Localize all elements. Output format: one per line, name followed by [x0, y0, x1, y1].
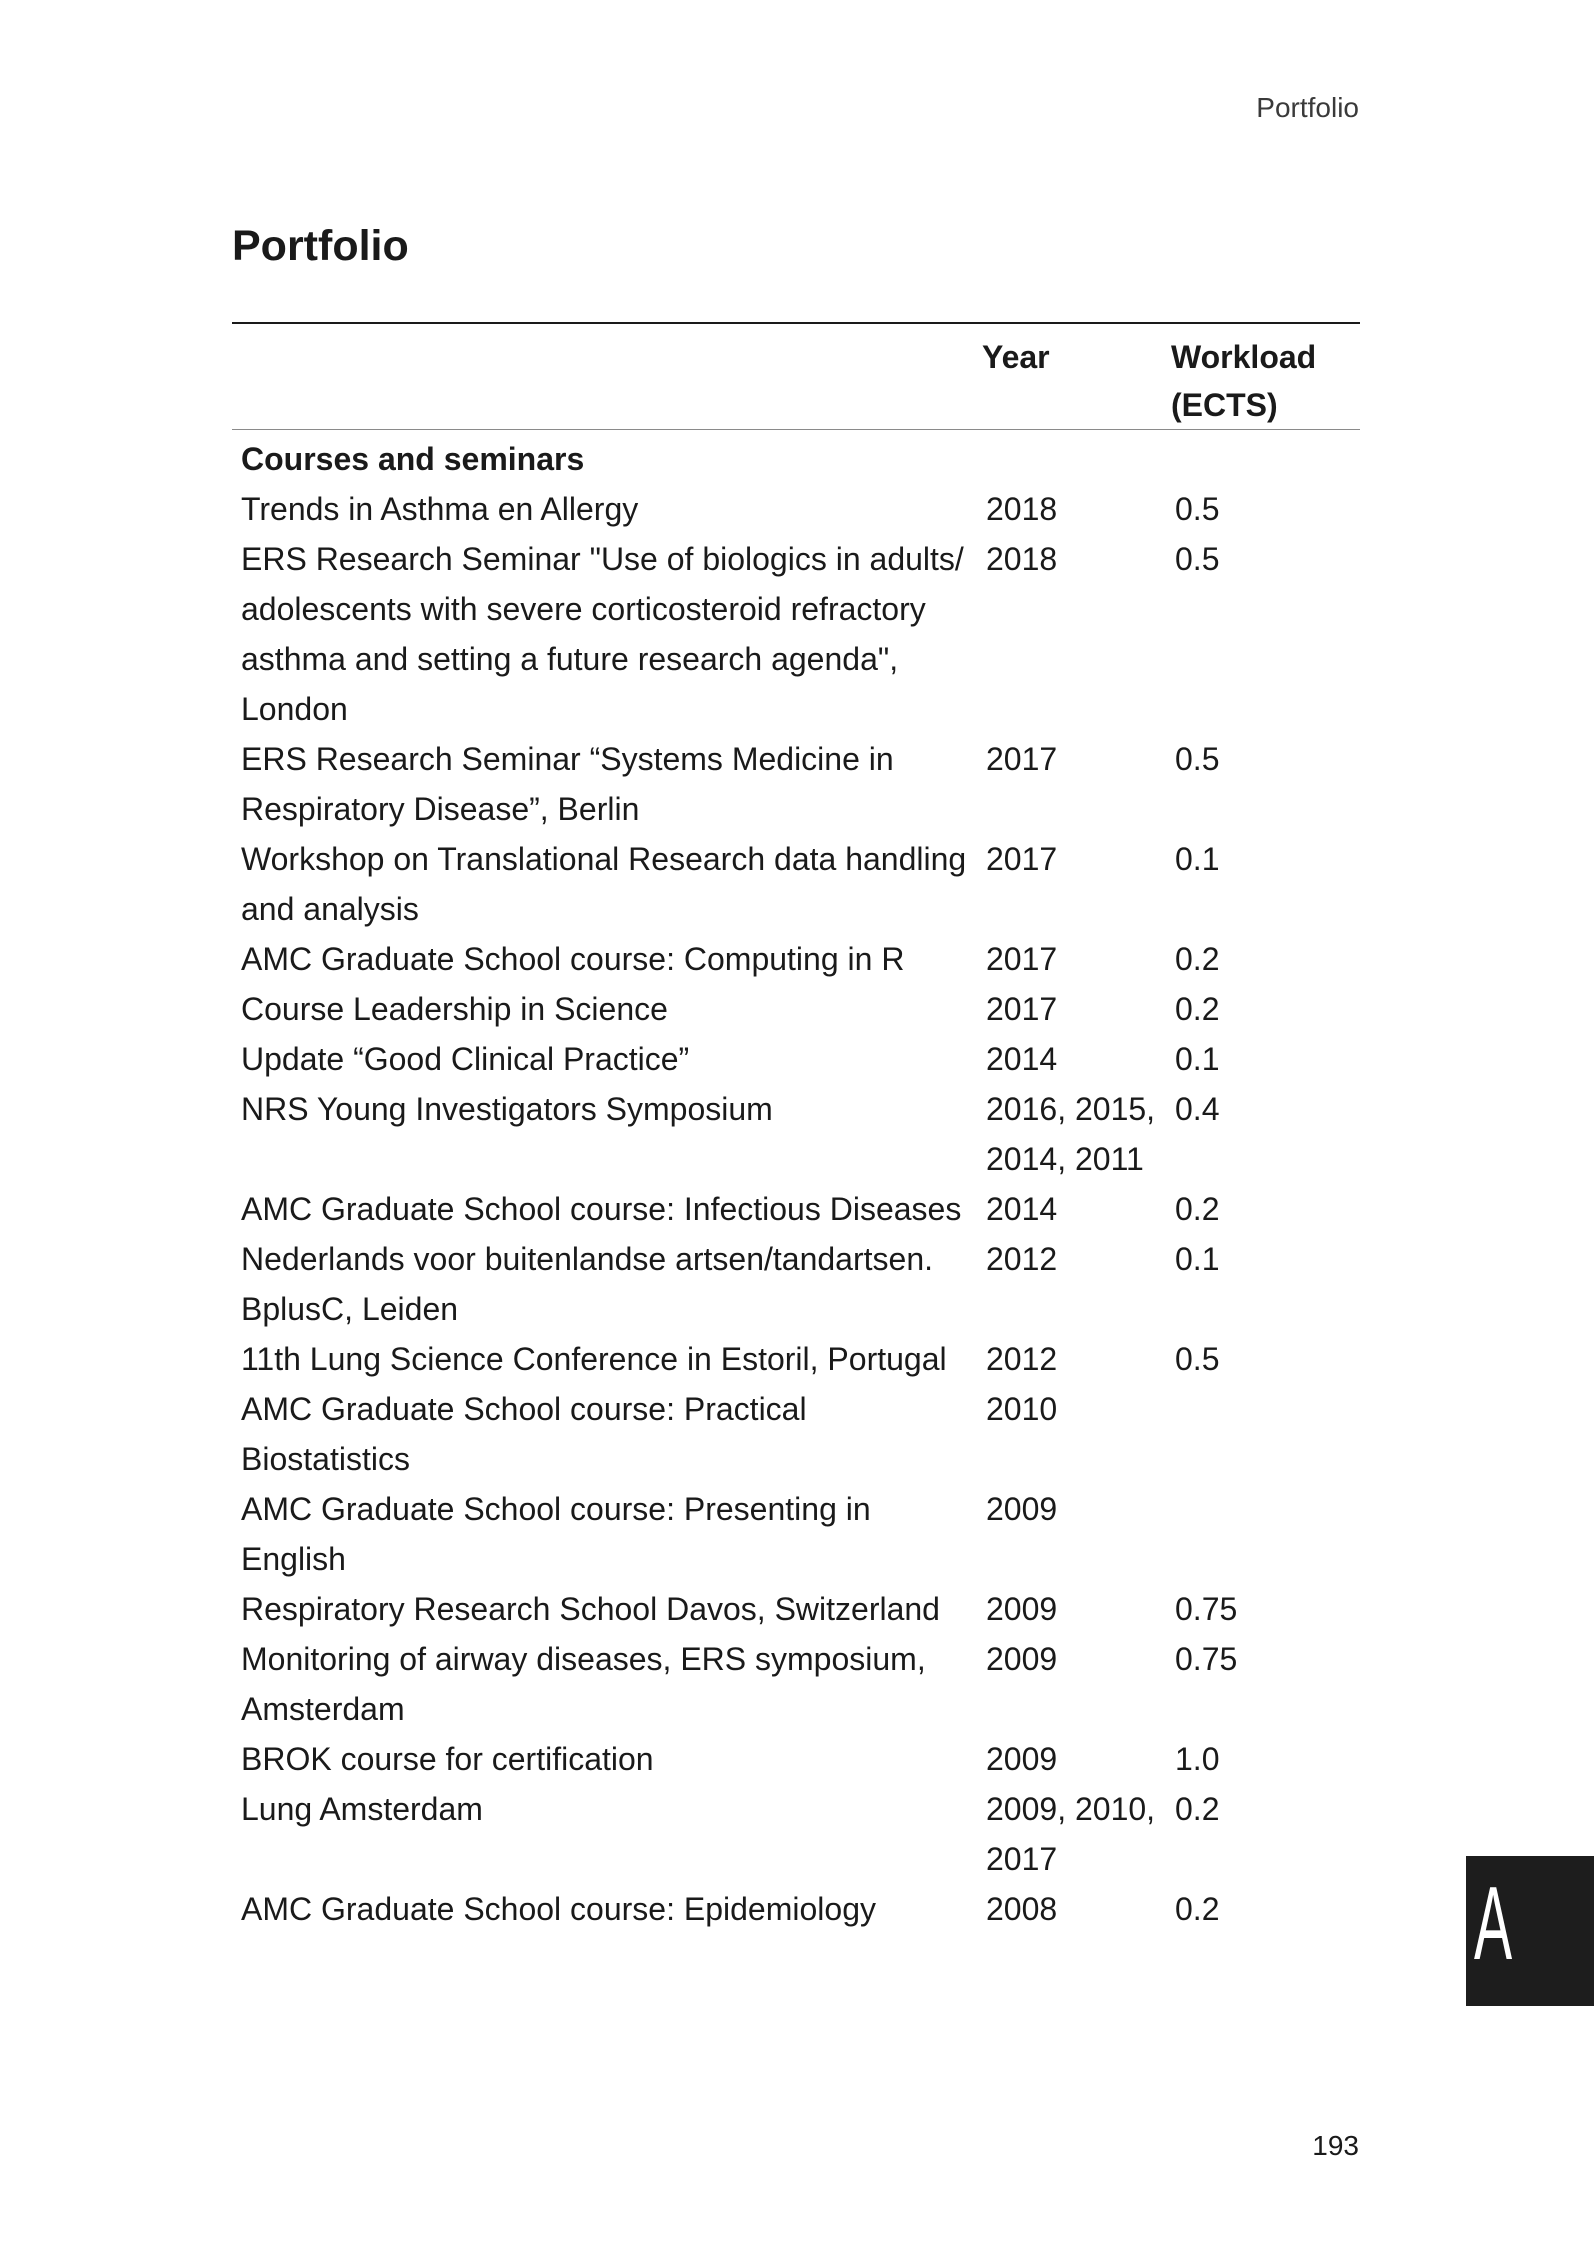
table-header-row	[232, 323, 1360, 430]
workload-cell: 0.5	[1175, 491, 1220, 527]
year-cell: 2009, 2010, 2017	[986, 1791, 1156, 1877]
activity-cell: Respiratory Research School Davos, Switzerland	[241, 1591, 940, 1627]
header-year: Year	[982, 339, 1050, 375]
year-cell: 2012	[986, 1241, 1058, 1277]
workload-cell	[1171, 1384, 1360, 1484]
activity-cell: 11th Lung Science Conference in Estoril, Portugal	[241, 1341, 947, 1377]
table-row	[232, 934, 1360, 984]
activity-cell: Update “Good Clinical Practice”	[241, 1041, 690, 1077]
year-cell: 2012	[986, 1341, 1058, 1377]
activity-cell: Trends in Asthma en Allergy	[241, 491, 639, 527]
table-row	[232, 1484, 1360, 1584]
header-workload	[1171, 323, 1360, 430]
year-cell: 2017	[986, 991, 1058, 1027]
workload-cell: 0.5	[1175, 741, 1220, 777]
workload-cell: 0.75	[1175, 1591, 1238, 1627]
portfolio-table-container	[232, 322, 1360, 1934]
header-workload-line2: (ECTS)	[1171, 387, 1278, 423]
section-heading: Courses and seminars	[241, 441, 585, 477]
workload-cell: 0.75	[1175, 1641, 1238, 1677]
table-row	[232, 1784, 1360, 1884]
activity-cell: Workshop on Translational Research data handling and analysis	[241, 841, 967, 927]
table-header	[232, 323, 1360, 430]
year-cell: 2008	[986, 1891, 1058, 1927]
workload-cell: 0.2	[1175, 991, 1220, 1027]
table-row	[232, 1584, 1360, 1634]
activity-cell: ERS Research Seminar "Use of biologics in adults/ adolescents with severe corticosteroid refractory asthma and setting a future research agenda", London	[241, 541, 964, 727]
activity-cell: AMC Graduate School course: Practical Biostatistics	[241, 1391, 807, 1477]
table-row	[232, 534, 1360, 734]
year-cell: 2009	[986, 1491, 1058, 1527]
thumb-tab-letter: A	[1474, 1866, 1513, 1982]
table-row	[232, 484, 1360, 534]
table-row	[232, 1084, 1360, 1184]
activity-cell: AMC Graduate School course: Computing in R	[241, 941, 905, 977]
year-cell: 2017	[986, 841, 1058, 877]
table-row	[232, 984, 1360, 1034]
table-row	[232, 1384, 1360, 1484]
workload-cell: 0.1	[1175, 1241, 1220, 1277]
activity-cell: AMC Graduate School course: Presenting in English	[241, 1491, 871, 1577]
activity-cell: ERS Research Seminar “Systems Medicine in Respiratory Disease”, Berlin	[241, 741, 894, 827]
year-cell: 2009	[986, 1591, 1058, 1627]
table-row	[232, 1334, 1360, 1384]
workload-cell: 0.1	[1175, 1041, 1220, 1077]
workload-cell: 0.4	[1175, 1091, 1220, 1127]
table-row	[232, 1234, 1360, 1334]
page-title: Portfolio	[232, 222, 409, 270]
year-cell: 2009	[986, 1741, 1058, 1777]
workload-cell: 0.5	[1175, 541, 1220, 577]
workload-cell	[1171, 1484, 1360, 1584]
workload-cell: 0.2	[1175, 1891, 1220, 1927]
table-row	[232, 1634, 1360, 1734]
year-cell: 2010	[986, 1391, 1058, 1427]
table-row	[232, 834, 1360, 934]
portfolio-table	[232, 322, 1360, 1934]
workload-cell: 0.2	[1175, 1791, 1220, 1827]
year-cell: 2009	[986, 1641, 1058, 1677]
year-cell: 2014	[986, 1191, 1058, 1227]
table-row	[232, 1884, 1360, 1934]
header-activity	[232, 323, 982, 430]
year-cell: 2018	[986, 541, 1058, 577]
table-row	[232, 1734, 1360, 1784]
year-cell: 2018	[986, 491, 1058, 527]
workload-cell: 0.2	[1175, 941, 1220, 977]
table-row	[232, 1184, 1360, 1234]
workload-cell: 0.2	[1175, 1191, 1220, 1227]
table-body	[232, 430, 1360, 1935]
table-row	[232, 1034, 1360, 1084]
activity-cell: NRS Young Investigators Symposium	[241, 1091, 773, 1127]
page-number: 193	[1312, 2130, 1359, 2161]
workload-cell: 0.5	[1175, 1341, 1220, 1377]
activity-cell: Monitoring of airway diseases, ERS symposium, Amsterdam	[241, 1641, 926, 1727]
appendix-thumb-tab	[1466, 1856, 1594, 2006]
year-cell: 2017	[986, 741, 1058, 777]
workload-cell: 0.1	[1175, 841, 1220, 877]
year-cell: 2016, 2015, 2014, 2011	[986, 1091, 1156, 1177]
header-workload-line1: Workload	[1171, 339, 1317, 375]
year-cell: 2014	[986, 1041, 1058, 1077]
table-row	[232, 734, 1360, 834]
workload-cell: 1.0	[1175, 1741, 1220, 1777]
activity-cell: Course Leadership in Science	[241, 991, 668, 1027]
year-cell: 2017	[986, 941, 1058, 977]
activity-cell: BROK course for certification	[241, 1741, 654, 1777]
section-row	[232, 430, 1360, 485]
running-header: Portfolio	[1256, 92, 1359, 123]
activity-cell: Lung Amsterdam	[241, 1791, 483, 1827]
activity-cell: AMC Graduate School course: Epidemiology	[241, 1891, 876, 1927]
activity-cell: Nederlands voor buitenlandse artsen/tandartsen. BplusC, Leiden	[241, 1241, 933, 1327]
activity-cell: AMC Graduate School course: Infectious Diseases	[241, 1191, 962, 1227]
